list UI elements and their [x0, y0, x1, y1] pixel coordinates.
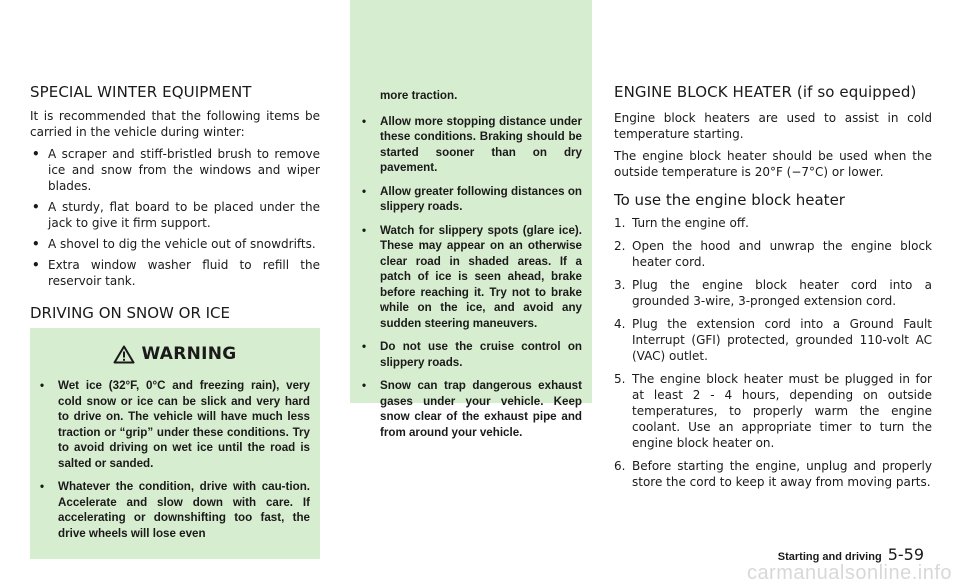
step-number: 2. — [614, 239, 626, 253]
warning-list-continued — [362, 114, 582, 441]
bullet-icon: • — [40, 379, 45, 392]
bullet-icon: • — [362, 379, 367, 392]
warning-continuation: more traction. — [380, 89, 458, 102]
winter-equipment-list — [30, 146, 320, 289]
bullet-icon: • — [32, 147, 40, 161]
bullet-icon: • — [362, 223, 367, 237]
left-column — [30, 82, 320, 559]
list-item: • A scraper and stiff-bristled brush to remove ice and snow from the windows and wiper blades. — [32, 147, 320, 193]
step-number: 6. — [614, 459, 626, 473]
footer-section-name: Starting and driving — [777, 551, 882, 563]
step-number: 3. — [614, 278, 626, 292]
warning-box-continued — [350, 0, 592, 439]
warning-triangle-icon — [113, 345, 135, 364]
page-number: 5-59 — [887, 545, 924, 564]
subheading-to-use: To use the engine block heater — [614, 191, 845, 209]
list-item: • A shovel to dig the vehicle out of snowdrifts. — [32, 237, 316, 251]
warning-title: WARNING — [141, 344, 237, 364]
step-number: 5. — [614, 372, 626, 386]
intro-paragraph: It is recommended that the following items be carried in the vehicle during winter: — [30, 109, 320, 139]
paragraph-temperature: The engine block heater should be used when the outside temperature is 20°F (−7°C) or lower. — [614, 149, 932, 179]
warning-box — [30, 328, 320, 559]
steps-list — [614, 215, 932, 490]
list-item: • Allow greater following distances on slippery roads. — [362, 184, 582, 213]
list-item: 2. Open the hood and unwrap the engine block heater cord. — [614, 239, 932, 269]
list-item: 1. Turn the engine off. — [614, 216, 749, 230]
list-item: • Wet ice (32°F, 0°C and freezing rain), very cold snow or ice can be slick and very hard to drive on. The vehicle will have much less traction or “grip” under these conditions. Try to avoid driving on wet ice until the road is salted or sanded. — [40, 379, 310, 470]
list-item: 4. Plug the extension cord into a Ground Fault Interrupt (GFI) protected, grounded 110-volt AC (VAC) outlet. — [614, 317, 932, 363]
list-item: 3. Plug the engine block heater cord into a grounded 3-wire, 3-pronged extension cord. — [614, 278, 932, 308]
list-item: • Allow more stopping distance under these conditions. Braking should be started sooner than on dry pavement. — [362, 114, 582, 174]
paragraph-purpose: Engine block heaters are used to assist in cold temperature starting. — [614, 111, 932, 141]
bullet-icon: • — [362, 184, 367, 198]
step-number: 4. — [614, 317, 626, 331]
heading-engine-block-heater: ENGINE BLOCK HEATER (if so equipped) — [614, 83, 917, 101]
bullet-icon: • — [40, 480, 45, 493]
middle-column — [350, 0, 592, 439]
list-item: • Extra window washer fluid to refill the reservoir tank. — [32, 258, 320, 288]
watermark: carmanualsonline.info — [746, 562, 952, 584]
right-column — [614, 82, 932, 497]
step-number: 1. — [614, 216, 626, 230]
list-item: • Snow can trap dangerous exhaust gases under your vehicle. Keep snow clear of the exhaust pipe and from around your vehicle. — [362, 379, 582, 439]
heading-special-winter-equipment: SPECIAL WINTER EQUIPMENT — [30, 83, 252, 101]
list-item: • Watch for slippery spots (glare ice). These may appear on an otherwise clear road in shaded areas. If a patch of ice is seen ahead, brake before reaching it. Try not to brake while on the ice, and avoid any sudden steering maneuvers. — [362, 223, 582, 330]
bullet-icon: • — [32, 237, 40, 251]
bullet-icon: • — [362, 114, 367, 128]
warning-list — [40, 378, 310, 541]
list-item: 6. Before starting the engine, unplug and properly store the cord to keep it away from moving parts. — [614, 459, 932, 489]
warning-header — [40, 344, 310, 364]
heading-driving-on-snow: DRIVING ON SNOW OR ICE — [30, 304, 231, 322]
list-item: 5. The engine block heater must be plugged in for at least 2 - 4 hours, depending on outside temperatures, to properly warm the engine coolant. Use an appropriate timer to turn the engine block heater on. — [614, 372, 932, 450]
list-item: • Whatever the condition, drive with cau-tion. Accelerate and slow down with care. If accelerating or downshifting too fast, the drive wheels will lose even — [40, 480, 310, 540]
list-item: • A sturdy, flat board to be placed under the jack to give it firm support. — [32, 200, 320, 230]
bullet-icon: • — [32, 200, 40, 214]
list-item: • Do not use the cruise control on slippery roads. — [362, 340, 582, 369]
bullet-icon: • — [32, 258, 40, 272]
bullet-icon: • — [362, 340, 367, 353]
